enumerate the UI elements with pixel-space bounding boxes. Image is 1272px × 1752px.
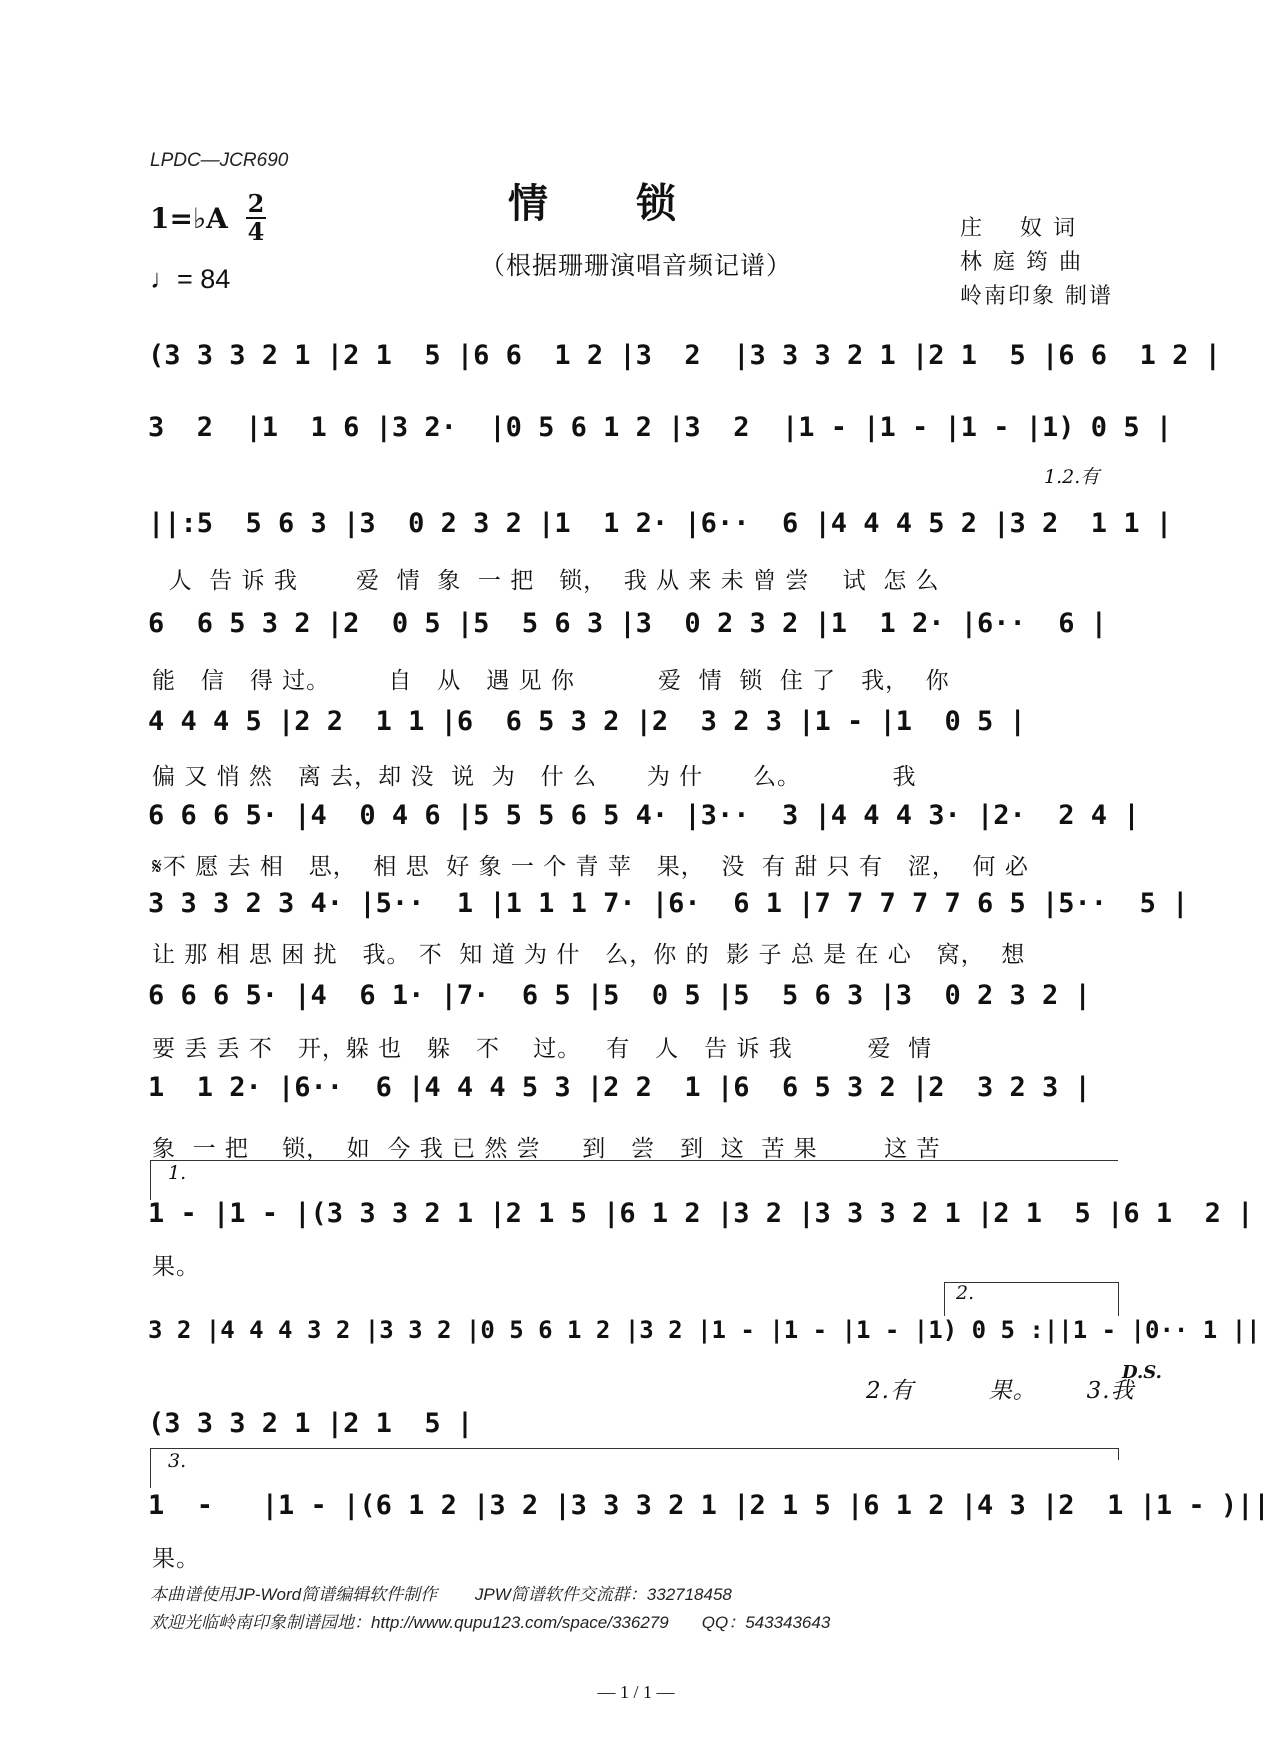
volta-2-bracket-right — [1118, 1282, 1119, 1316]
arranger: 岭南印象 制谱 — [960, 284, 1113, 309]
score-line-2: 3 2 |1 1 6 |3 2· |0 5 6 1 2 |3 2 |1 - |1 - |1 - |1) 0 5 | — [148, 412, 1173, 443]
volta-2-lyrics: 2.有 果。 3.我 — [866, 1378, 1135, 1404]
footer-line-2: 欢迎光临岭南印象制谱园地：http://www.qupu123.com/space/336279 QQ：543343643 — [150, 1613, 831, 1632]
score-code: LPDC—JCR690 — [150, 150, 289, 171]
composer: 林 庭 筠 曲 — [960, 250, 1083, 275]
score-line-6: 6 6 6 5· |4 0 4 6 |5 5 5 6 5 4· |3·· 3 |4 4 4 3· |2· 2 4 | — [148, 800, 1140, 831]
subtitle: （根据珊珊演唱音频记谱） — [479, 251, 792, 280]
lyric-line-5: 偏 又 悄 然 离 去，却 没 说 为 什 么 为 什 么。 我 — [152, 764, 917, 790]
volta-2-label: 2. — [956, 1282, 975, 1304]
score-line-8: 6 6 6 5· |4 6 1· |7· 6 5 |5 0 5 |5 5 6 3 |3 0 2 3 2 | — [148, 980, 1091, 1011]
time-bottom: 4 — [247, 217, 265, 246]
score-line-10: 1 - |1 - |(3 3 3 2 1 |2 1 5 |6 1 2 |3 2 |3 3 3 2 1 |2 1 5 |6 1 2 | — [148, 1198, 1254, 1229]
lyric-line-3: 人 告 诉 我 爱 情 象 一 把 锁， 我 从 来 未 曾 尝 试 怎 么 — [152, 568, 940, 594]
volta-3-bracket-left — [150, 1448, 151, 1488]
time-signature — [246, 189, 266, 246]
lyric-line-4: 能 信 得 过。 自 从 遇 见 你 爱 情 锁 住 了 我， 你 — [152, 668, 950, 694]
tempo-mark: ♩= 84 — [150, 264, 231, 294]
lyric-line-13: 果。 — [152, 1546, 200, 1572]
credits — [960, 212, 1113, 314]
volta-3-label: 3. — [168, 1450, 187, 1472]
score-line-3: ||:5 5 6 3 |3 0 2 3 2 |1 1 2· |6·· 6 |4 4 4 5 2 |3 2 1 1 | — [148, 508, 1173, 539]
key-signature: 1=♭A — [150, 202, 228, 235]
lyric-line-7: 让 那 相 思 困 扰 我。 不 知 道 为 什 么，你 的 影 子 总 是 在 心 窝， 想 — [152, 942, 1026, 968]
score-line-13: 1 - |1 - |(6 1 2 |3 2 |3 3 3 2 1 |2 1 5 |6 1 2 |4 3 |2 1 |1 - )|| — [148, 1490, 1270, 1521]
score-line-11: 3 2 |4 4 4 3 2 |3 3 2 |0 5 6 1 2 |3 2 |1 - |1 - |1 - |1) 0 5 :||1 - |0·· 1 || — [148, 1316, 1261, 1344]
score-line-4: 6 6 5 3 2 |2 0 5 |5 5 6 3 |3 0 2 3 2 |1 1 2· |6·· 6 | — [148, 608, 1108, 639]
volta-1-2-label: 1.2.有 — [1044, 466, 1100, 488]
lyricist: 庄 奴 词 — [960, 216, 1077, 241]
volta-3-bracket — [150, 1448, 1118, 1449]
score-line-1: (3 3 3 2 1 |2 1 5 |6 6 1 2 |3 2 |3 3 3 2 1 |2 1 5 |6 6 1 2 | — [148, 340, 1221, 371]
lyric-line-10: 果。 — [152, 1254, 200, 1280]
score-line-7: 3 3 3 2 3 4· |5·· 1 |1 1 1 7· |6· 6 1 |7 7 7 7 7 6 5 |5·· 5 | — [148, 888, 1189, 919]
time-top: 2 — [247, 189, 265, 218]
ds-mark: D.S. — [1122, 1362, 1162, 1383]
volta-1-label: 1. — [168, 1162, 187, 1184]
volta-1-bracket-left — [150, 1160, 151, 1200]
volta-3-bracket-right — [1118, 1448, 1119, 1460]
volta-1-bracket — [150, 1160, 1118, 1161]
lyric-line-6: 𝄋不 愿 去 相 思， 相 思 好 象 一 个 青 苹 果， 没 有 甜 只 有 涩， 何 必 — [152, 854, 1029, 880]
page-title: 情锁 — [508, 180, 764, 227]
lyric-line-8: 要 丢 丢 不 开，躲 也 躲 不 过。 有 人 告 诉 我 爱 情 — [152, 1036, 933, 1062]
footer-line-1: 本曲谱使用JP-Word简谱编辑软件制作 JPW简谱软件交流群：332718458 — [150, 1585, 732, 1604]
volta-2-bracket-left — [944, 1282, 945, 1316]
score-line-9: 1 1 2· |6·· 6 |4 4 4 5 3 |2 2 1 |6 6 5 3 2 |2 3 2 3 | — [148, 1072, 1091, 1103]
score-line-12: (3 3 3 2 1 |2 1 5 | — [148, 1408, 474, 1439]
lyric-line-9: 象 一 把 锁， 如 今 我 已 然 尝 到 尝 到 这 苦 果 这 苦 — [152, 1136, 941, 1162]
page-number: — 1 / 1 — — [597, 1682, 675, 1702]
score-line-5: 4 4 4 5 |2 2 1 1 |6 6 5 3 2 |2 3 2 3 |1 - |1 0 5 | — [148, 706, 1026, 737]
